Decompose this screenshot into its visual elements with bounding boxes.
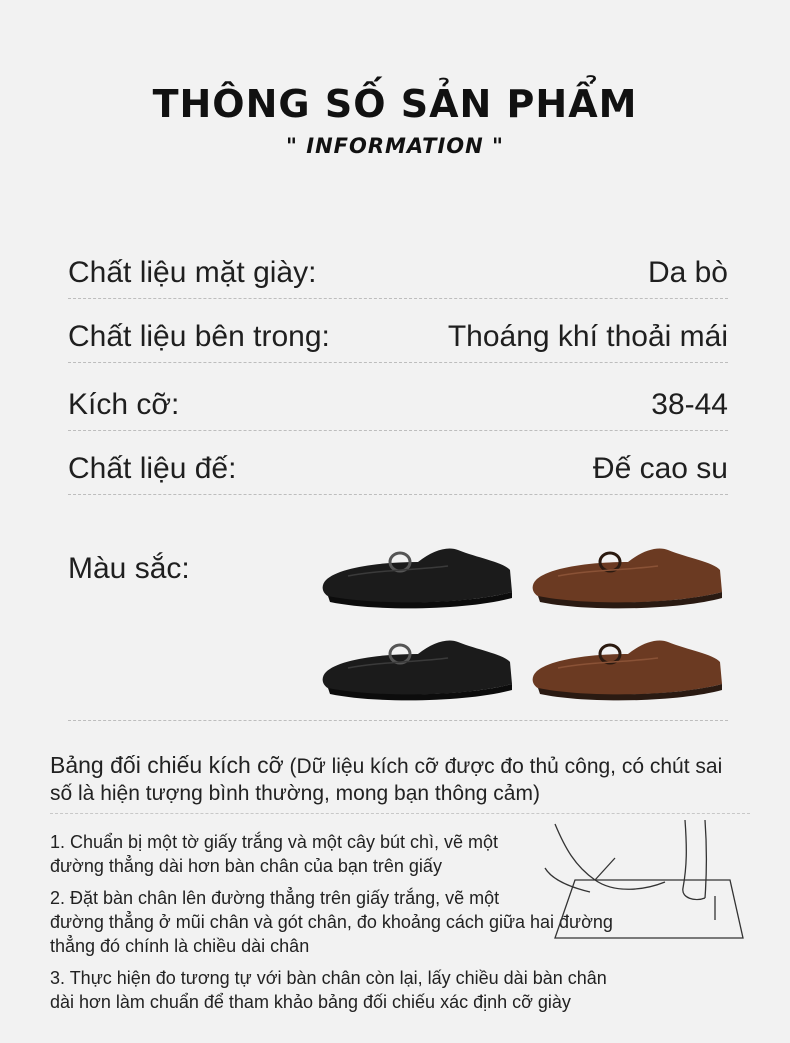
step-line: 3. Thực hiện đo tương tự với bàn chân còn lại, lấy chiều dài bàn chân [50, 968, 607, 988]
step-line: 2. Đặt bàn chân lên đường thẳng trên giấy trắng, vẽ một [50, 888, 500, 908]
step-line: dài hơn làm chuẩn để tham khảo bảng đối chiếu xác định cỡ giày [50, 992, 571, 1012]
brown-loafer-image [528, 540, 728, 620]
brown-loafer-image [528, 632, 728, 712]
page-header [0, 82, 790, 158]
page-title: THÔNG SỐ SẢN PHẨM [152, 82, 638, 126]
spec-value: Đế cao su [592, 452, 728, 485]
step-line: đường thẳng ở mũi chân và gót chân, đo khoảng cách giữa hai đường [50, 912, 613, 932]
spec-value: Da bò [647, 256, 728, 289]
color-label: Màu sắc: [68, 552, 190, 585]
page-subtitle: " INFORMATION " [286, 134, 504, 158]
spec-label: Chất liệu bên trong: [68, 320, 330, 353]
size-guide-step-3 [50, 966, 750, 1014]
size-guide-note: (Dữ liệu kích cỡ được đo thủ công, có chút sai số là hiện tượng bình thường, mong bạn thông cảm) [50, 755, 723, 805]
spec-row-sole-material [68, 444, 728, 495]
spec-label: Kích cỡ: [68, 388, 180, 421]
spec-row-lining-material [68, 312, 728, 363]
spec-label: Chất liệu mặt giày: [68, 256, 317, 289]
color-options [68, 540, 728, 721]
spec-row-upper-material [68, 248, 728, 299]
spec-label: Chất liệu đế: [68, 452, 237, 485]
step-line: 1. Chuẩn bị một tờ giấy trắng và một cây bút chì, vẽ một [50, 832, 499, 852]
size-guide-heading: Bảng đối chiếu kích cỡ [50, 752, 284, 778]
spec-value: Thoáng khí thoải mái [447, 320, 728, 353]
step-line: thẳng đó chính là chiều dài chân [50, 936, 310, 956]
size-guide-title [50, 752, 750, 814]
spec-value: 38-44 [651, 388, 728, 421]
black-loafer-image [318, 540, 518, 620]
black-loafer-image [318, 632, 518, 712]
foot-measuring-icon [535, 818, 750, 948]
step-line: đường thẳng dài hơn bàn chân của bạn trên giấy [50, 856, 442, 876]
spec-row-size [68, 380, 728, 431]
